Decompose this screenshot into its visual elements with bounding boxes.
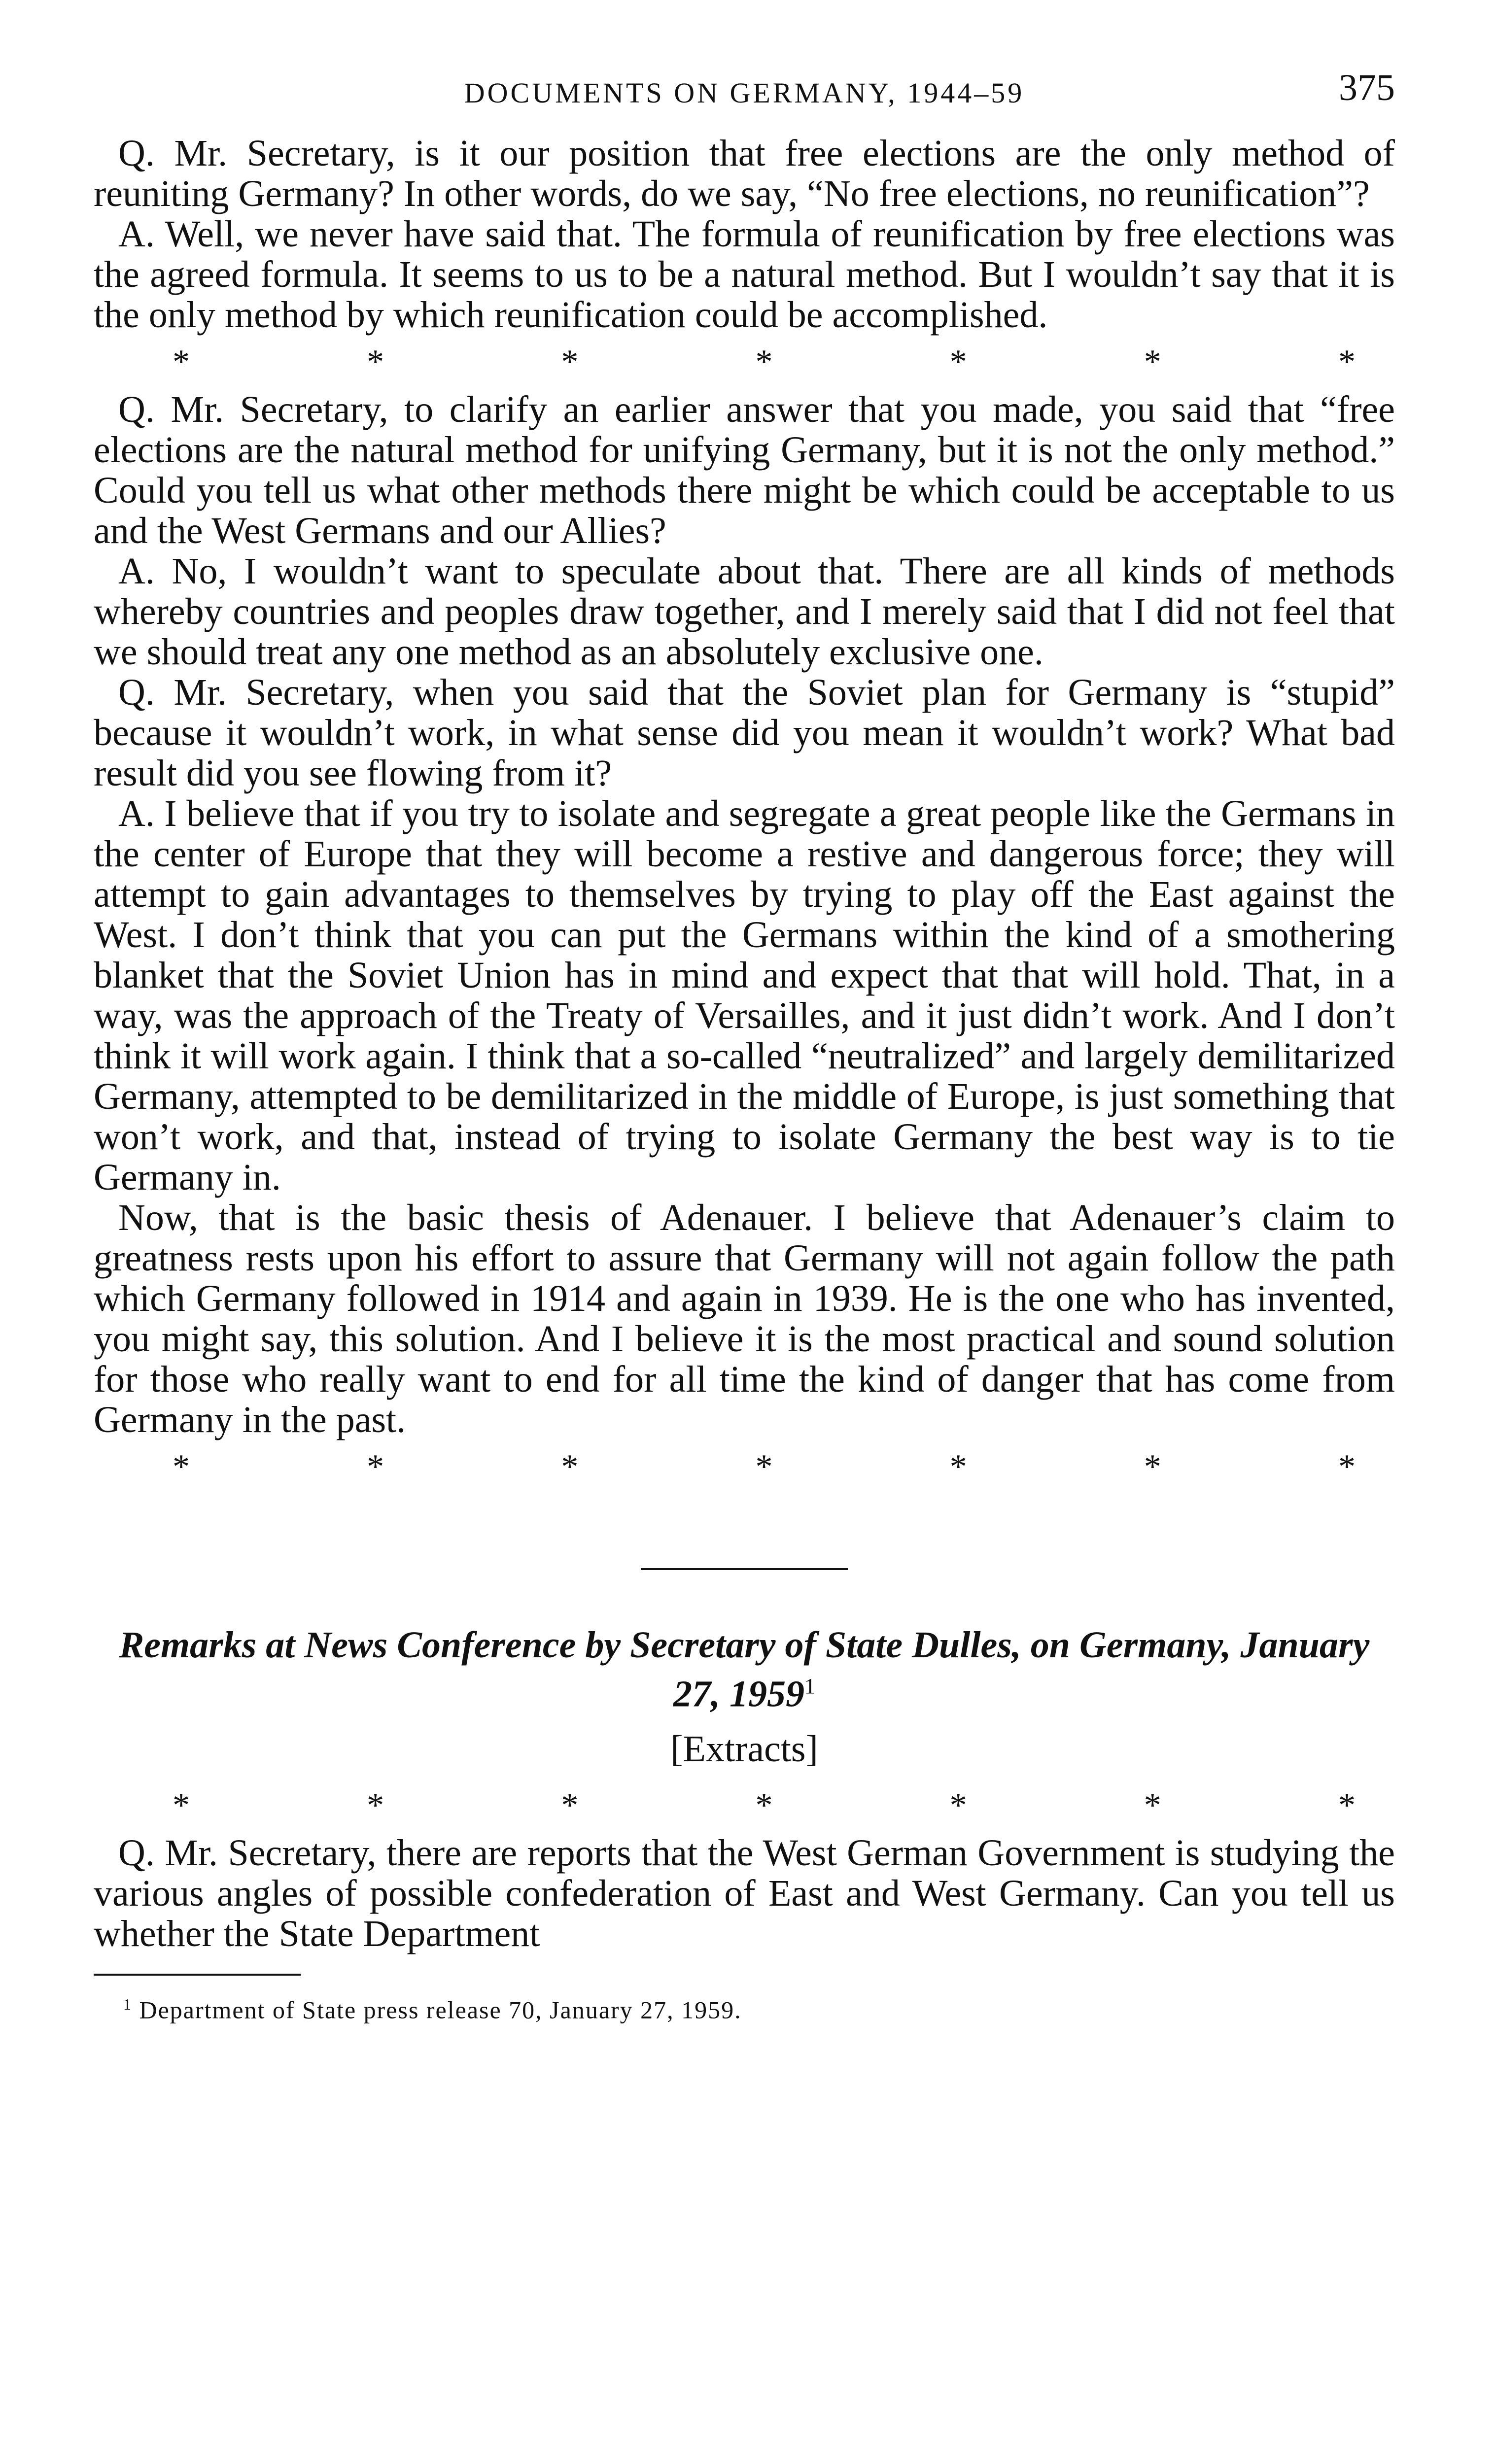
star: *: [561, 343, 579, 381]
star: *: [367, 343, 384, 381]
page-header: [94, 64, 1395, 113]
star: *: [173, 343, 190, 381]
footnote: [94, 1995, 1395, 2024]
star: *: [949, 1786, 967, 1825]
paragraph: A. Well, we never have said that. The formula of reunification by free elections was the agreed formula. It seems to us to be a natural method. But I wouldn’t say that it is the only method by which reunification could be accomplished.: [94, 213, 1395, 336]
extracts-label: [Extracts]: [670, 1728, 818, 1770]
star: *: [173, 1786, 190, 1825]
paragraph: Q. Mr. Secretary, is it our position that free elections are the only method of reuniting Germany? In other words, do we say, “No free elections, no reunification”?: [94, 133, 1395, 214]
star: *: [1338, 1786, 1356, 1825]
star: *: [755, 1786, 773, 1825]
star: *: [1144, 1448, 1161, 1486]
footnote-marker: 1: [123, 1995, 132, 2014]
paragraph: Q. Mr. Secretary, to clarify an earlier answer that you made, you said that “free elections are the natural method for unifying Germany, but it is not the only method.” Could you tell us what other methods there might be which could be acceptable to us and the West Germans and our Allies?: [94, 389, 1395, 551]
star: *: [1144, 343, 1161, 381]
document-page: [94, 64, 1395, 2024]
page-number: 375: [1339, 67, 1395, 108]
star: *: [1338, 1448, 1356, 1486]
star: *: [755, 1448, 773, 1486]
ellipsis-stars: [94, 1440, 1395, 1494]
star: *: [367, 1448, 384, 1486]
ellipsis-stars: [94, 1779, 1395, 1833]
footnote-divider: [94, 1974, 301, 1976]
ellipsis-stars: [94, 335, 1395, 389]
section-divider: [641, 1568, 848, 1570]
footnote-text: Department of State press release 70, January 27, 1959.: [139, 1996, 742, 2024]
paragraph: A. I believe that if you try to isolate and segregate a great people like the Germans in the center of Europe that they will become a restive and dangerous force; they will attempt to gain advantages to themselves by trying to play off the East against the West. I don’t think that you can put the Germans within the kind of a smothering blanket that the Soviet Union has in mind and expect that that will hold. That, in a way, was the approach of the Treaty of Versailles, and it just didn’t work. And I don’t think it will work again. I think that a so-called “neutralized” and largely demilitarized Germany, attempted to be demilitarized in the middle of Europe, is just something that won’t work, and that, instead of trying to isolate Germany the best way is to tie Germany in.: [94, 793, 1395, 1198]
star: *: [949, 1448, 967, 1486]
running-head: DOCUMENTS ON GERMANY, 1944–59: [464, 77, 1025, 109]
document-title-text: Remarks at News Conference by Secretary of State Dulles, on Germany, January 27, 1959: [119, 1624, 1370, 1715]
star: *: [367, 1786, 384, 1825]
star: *: [173, 1448, 190, 1486]
star: *: [561, 1448, 579, 1486]
paragraph: Now, that is the basic thesis of Adenauer. I believe that Adenauer’s claim to greatness rests upon his effort to assure that Germany will not again follow the path which Germany followed in 1914 and again in 1939. He is the one who has invented, you might say, this solution. And I believe it is the most practical and sound solution for those who really want to end for all time the kind of danger that has come from Germany in the past.: [94, 1197, 1395, 1440]
footnote-reference: 1: [804, 1674, 815, 1698]
paragraph: Q. Mr. Secretary, there are reports that the West German Government is studying the various angles of possible confederation of East and West Germany. Can you tell us whether the State Department: [94, 1832, 1395, 1955]
paragraph: Q. Mr. Secretary, when you said that the Soviet plan for Germany is “stupid” because it wouldn’t work, in what sense did you mean it wouldn’t work? What bad result did you see flowing from it?: [94, 672, 1395, 794]
star: *: [561, 1786, 579, 1825]
paragraph: A. No, I wouldn’t want to speculate about that. There are all kinds of methods whereby countries and peoples draw together, and I merely said that I did not feel that we should treat any one method as an absolutely exclusive one.: [94, 550, 1395, 673]
star: *: [949, 343, 967, 381]
document-title: [94, 1624, 1395, 1714]
star: *: [1144, 1786, 1161, 1825]
star: *: [1338, 343, 1356, 381]
star: *: [755, 343, 773, 381]
